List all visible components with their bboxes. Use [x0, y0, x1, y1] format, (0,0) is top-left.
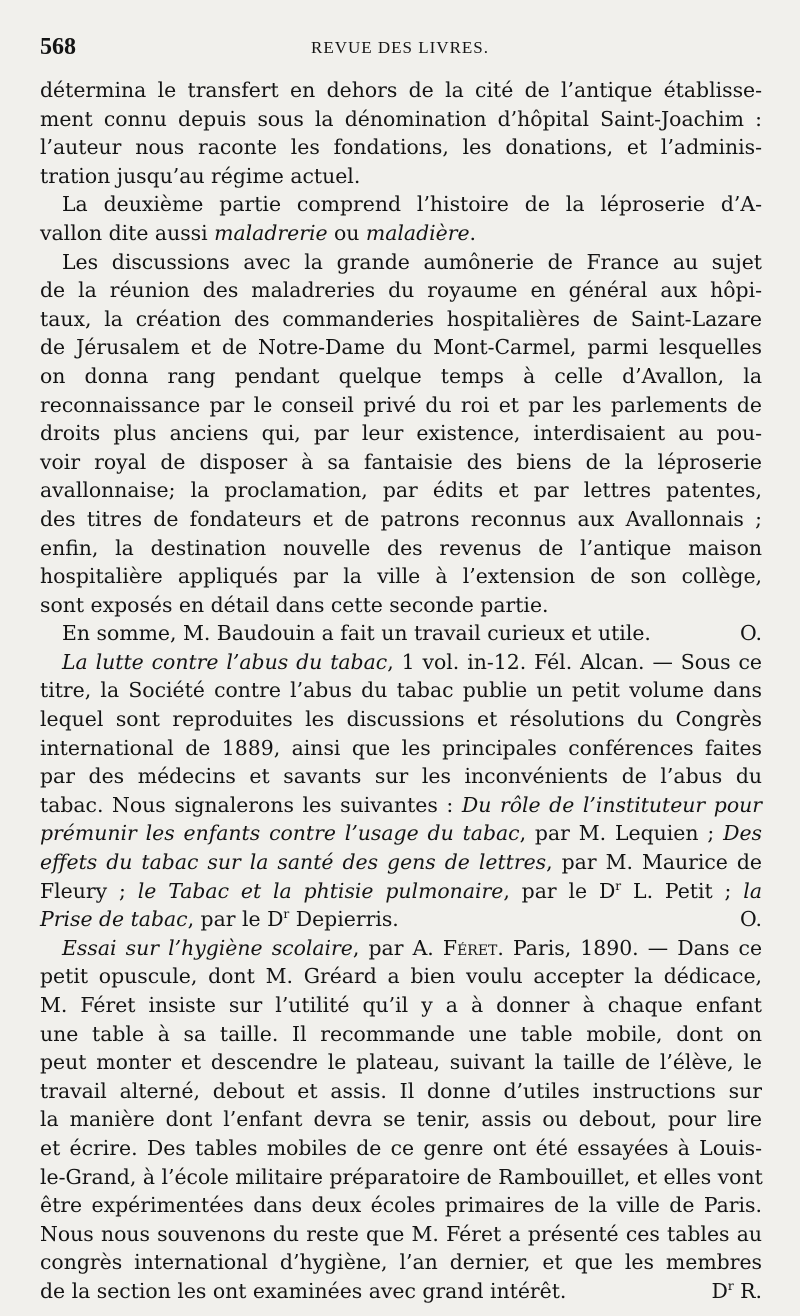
text-line [40, 705, 762, 734]
line-content: Essai sur l’hygiène scolaire, par A. Féret. Paris, 1890. — Dans ce [62, 935, 763, 960]
text-line [40, 391, 762, 420]
reviewer-signature: $D^r$ R. [711, 1278, 762, 1303]
line-content: et écrire. Des tables mobiles de ce genre ont été essayées à Louis- [40, 1135, 762, 1160]
text-line [40, 1077, 762, 1106]
text-line [40, 734, 762, 763]
page-number: 568 [40, 34, 76, 60]
text-line [40, 534, 762, 563]
line-content: de la section les ont examinées avec grand intérêt. [40, 1278, 567, 1303]
running-title: REVUE DES LIVRES. [310, 38, 490, 57]
text-line [40, 1248, 762, 1277]
line-content: voir royal de disposer à sa fantaisie des biens de la léproserie [40, 449, 762, 474]
text-line [40, 248, 762, 277]
line-content: la manière dont l’enfant devra se tenir, assis ou debout, pour lire [40, 1107, 762, 1132]
page-header [40, 34, 760, 64]
text-line [40, 162, 762, 191]
line-content: Nous nous souvenons du reste que M. Féret a présenté ces tables au [40, 1221, 762, 1246]
line-content: ment connu depuis sous la dénomination d’hôpital Saint-Joachim : [40, 106, 762, 131]
line-content: détermina le transfert en dehors de la cité de l’antique établisse- [40, 78, 762, 102]
line-content: une table à sa taille. Il recommande une table mobile, dont on [40, 1021, 762, 1046]
text-line [40, 419, 762, 448]
line-content: prémunir les enfants contre l’usage du tabac, par M. Lequien ; Des [40, 821, 762, 846]
line-content: enfin, la destination nouvelle des revenus de l’antique maison [40, 535, 762, 560]
line-content: international de 1889, ainsi que les principales conférences faites [40, 735, 762, 760]
text-line [40, 591, 762, 620]
text-line [40, 305, 762, 334]
line-content: sont exposés en détail dans cette seconde partie. [40, 592, 549, 617]
line-content: hospitalière appliqués par la ville à l’extension de son collège, [40, 564, 762, 589]
line-content: droits plus anciens qui, par leur existence, interdisaient au pou- [40, 421, 762, 446]
line-content: Les discussions avec la grande aumônerie de France au sujet [62, 249, 762, 274]
line-content: taux, la création des commanderies hospitalières de Saint-Lazare [40, 306, 762, 331]
text-line [40, 1134, 762, 1163]
line-content: En somme, M. Baudouin a fait un travail curieux et utile. [62, 621, 651, 646]
text-line [40, 476, 762, 505]
text-line [40, 362, 762, 391]
line-content: travail alterné, debout et assis. Il donne d’utiles instructions sur [40, 1078, 762, 1103]
text-line [40, 219, 762, 248]
text-line [40, 877, 762, 906]
line-content: lequel sont reproduites les discussions et résolutions du Congrès [40, 707, 762, 732]
line-content: par des médecins et savants sur les inconvénients de l’abus du [40, 764, 762, 789]
line-content: avallonnaise; la proclamation, par édits et par lettres patentes, [40, 478, 762, 503]
line-content: être expérimentées dans deux écoles primaires de la ville de Paris. [40, 1193, 762, 1218]
line-content: vallon dite aussi maladrerie ou maladière. [40, 220, 477, 245]
reviewer-signature: O. [739, 621, 762, 646]
text-line [40, 791, 762, 820]
text-line [40, 848, 762, 877]
line-content: le-Grand, à l’école militaire préparatoire de Rambouillet, et elles vont [40, 1164, 763, 1189]
reviewer-signature: O. [739, 907, 762, 932]
text-line [40, 276, 762, 305]
line-content: peut monter et descendre le plateau, suivant la taille de l’élève, le [40, 1050, 762, 1075]
text-line [40, 991, 762, 1020]
line-content: Prise de tabac, par le $D^r$ Depierris. [40, 907, 399, 932]
text-line [40, 190, 762, 219]
text-line [40, 619, 762, 648]
line-content: M. Féret insiste sur l’utilité qu’il y a à donner à chaque enfant [40, 993, 762, 1017]
text-line [40, 333, 762, 362]
text-line [40, 133, 762, 162]
text-line [40, 105, 762, 134]
line-content: Fleury ; le Tabac et la phtisie pulmonaire, par le $D^r$ L. Petit ; la [40, 878, 762, 903]
line-content: tration jusqu’au régime actuel. [40, 163, 361, 188]
text-line [40, 505, 762, 534]
text-line [40, 819, 762, 848]
text-line [40, 962, 762, 991]
line-content: La lutte contre l’abus du tabac, 1 vol. in-12. Fél. Alcan. — Sous ce [62, 649, 763, 674]
text-line [40, 76, 762, 105]
text-line [40, 1163, 762, 1192]
line-content: petit opuscule, dont M. Gréard a bien voulu accepter la dédicace, [40, 964, 762, 989]
text-line [40, 905, 762, 934]
line-content: effets du tabac sur la santé des gens de lettres, par M. Maurice de [40, 850, 762, 875]
line-content: La deuxième partie comprend l’histoire de la léproserie d’A- [62, 192, 762, 217]
line-content: reconnaissance par le conseil privé du roi et par les parlements de [40, 392, 762, 417]
text-line [40, 1105, 762, 1134]
text-line [40, 448, 762, 477]
line-content: de Jérusalem et de Notre-Dame du Mont-Carmel, parmi lesquelles [40, 335, 762, 360]
line-content: de la réunion des maladreries du royaume en général aux hôpi- [40, 278, 762, 303]
text-line [40, 934, 762, 963]
text-line [40, 676, 762, 705]
line-content: titre, la Société contre l’abus du tabac publie un petit volume dans [40, 678, 762, 703]
text-line [40, 1277, 762, 1306]
text-line [40, 1220, 762, 1249]
text-line [40, 648, 762, 677]
text-line [40, 1020, 762, 1049]
text-line [40, 562, 762, 591]
line-content: des titres de fondateurs et de patrons reconnus aux Avallonnais ; [40, 506, 762, 531]
text-line [40, 1048, 762, 1077]
body-text [40, 76, 762, 1306]
text-line [40, 1191, 762, 1220]
text-line [40, 762, 762, 791]
line-content: l’auteur nous raconte les fondations, les donations, et l’adminis- [40, 135, 762, 160]
line-content: tabac. Nous signalerons les suivantes : Du rôle de l’instituteur pour [40, 792, 762, 817]
line-content: on donna rang pendant quelque temps à celle d’Avallon, la [40, 363, 762, 388]
line-content: congrès international d’hygiène, l’an dernier, et que les membres [40, 1250, 762, 1275]
